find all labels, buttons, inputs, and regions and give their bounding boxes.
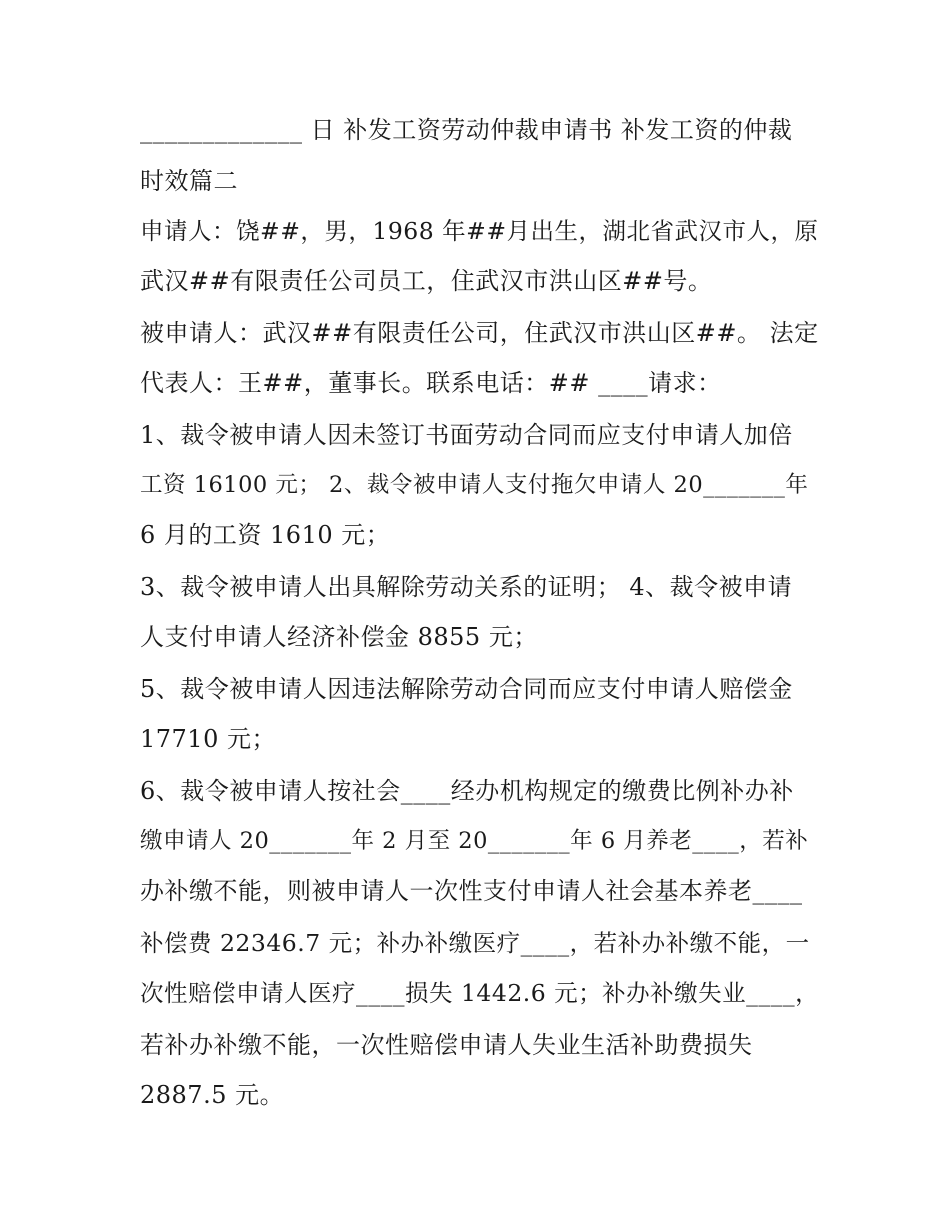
- text-line-6: 代表人：王##，董事长。联系电话：## ____请求：: [140, 369, 722, 397]
- text-line-7: 1、裁令被申请人因未签订书面劳动合同而应支付申请人加倍: [140, 421, 793, 449]
- text-line-16: 办补缴不能，则被申请人一次性支付申请人社会基本养老____: [140, 877, 803, 905]
- text-line-19: 若补办补缴不能，一次性赔偿申请人失业生活补助费损失: [140, 1031, 753, 1059]
- text-line-13: 17710 元；: [140, 725, 276, 753]
- text-line-1: _____________ 日 补发工资劳动仲裁申请书 补发工资的仲裁: [140, 116, 793, 144]
- text-line-3: 申请人：饶##，男，1968 年##月出生，湖北省武汉市人，原: [140, 217, 819, 245]
- text-line-18: 次性赔偿申请人医疗____损失 1442.6 元；补办补缴失业____，: [140, 979, 820, 1007]
- text-line-15: 缴申请人 20_______年 2 月至 20_______年 6 月养老____，若补: [140, 828, 809, 854]
- text-line-4: 武汉##有限责任公司员工，住武汉市洪山区##号。: [140, 267, 713, 295]
- text-line-9: 6 月的工资 1610 元；: [140, 521, 391, 549]
- text-line-17: 补偿费 22346.7 元；补办补缴医疗____，若补办补缴不能，一: [140, 929, 810, 957]
- text-line-14: 6、裁令被申请人按社会____经办机构规定的缴费比例补办补: [140, 777, 794, 805]
- text-line-12: 5、裁令被申请人因违法解除劳动合同而应支付申请人赔偿金: [140, 675, 793, 703]
- text-line-5: 被申请人：武汉##有限责任公司，住武汉市洪山区##。 法定: [140, 319, 819, 347]
- text-line-11: 人支付申请人经济补偿金 8855 元；: [140, 623, 538, 651]
- text-line-8: 工资 16100 元； 2、裁令被申请人支付拖欠申请人 20_______年: [140, 472, 809, 498]
- text-line-2: 时效篇二: [140, 167, 238, 195]
- text-line-20: 2887.5 元。: [140, 1081, 285, 1109]
- text-line-10: 3、裁令被申请人出具解除劳动关系的证明； 4、裁令被申请: [140, 573, 793, 601]
